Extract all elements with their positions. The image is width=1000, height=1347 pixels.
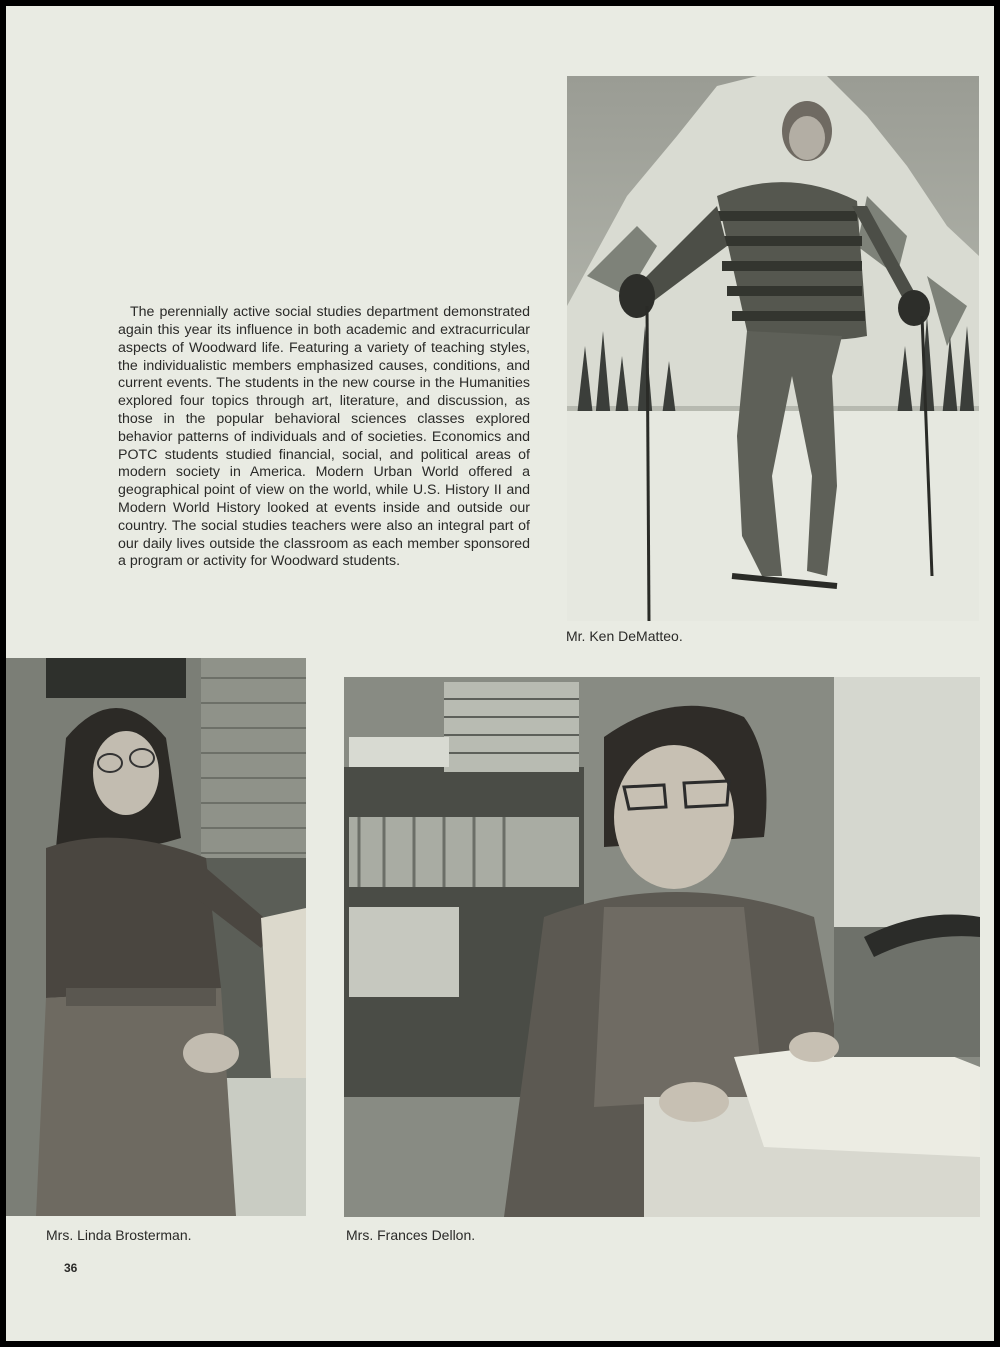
brosterman-photo xyxy=(6,658,306,1216)
yearbook-page xyxy=(6,6,994,1341)
skier-caption: Mr. Ken DeMatteo. xyxy=(566,628,683,644)
department-paragraph: The perennially active social studies department demonstrated again this year its influence in both academic and extracurricular aspects of Woodward life. Featuring a variety of teaching styles, the individualistic members emphasized causes, conditions, and current events. The students in the new course in the Humanities explored four topics through art, literature, and discussion, as those in the popular behavioral sciences classes explored behavior patterns of individuals and of societies. Economics and POTC students studied financial, social, and political areas of modern society in America. Modern Urban World offered a geographical point of view on the world, while U.S. History II and Modern World History looked at events inside and outside our country. The social studies teachers were also an integral part of our daily lives outside the classroom as each member sponsored a program or activity for Woodward students. xyxy=(118,304,530,570)
skier-photo xyxy=(567,76,979,621)
page-number: 36 xyxy=(64,1261,78,1275)
dellon-photo xyxy=(344,677,980,1217)
brosterman-caption: Mrs. Linda Brosterman. xyxy=(46,1227,192,1243)
dellon-caption: Mrs. Frances Dellon. xyxy=(346,1227,476,1243)
